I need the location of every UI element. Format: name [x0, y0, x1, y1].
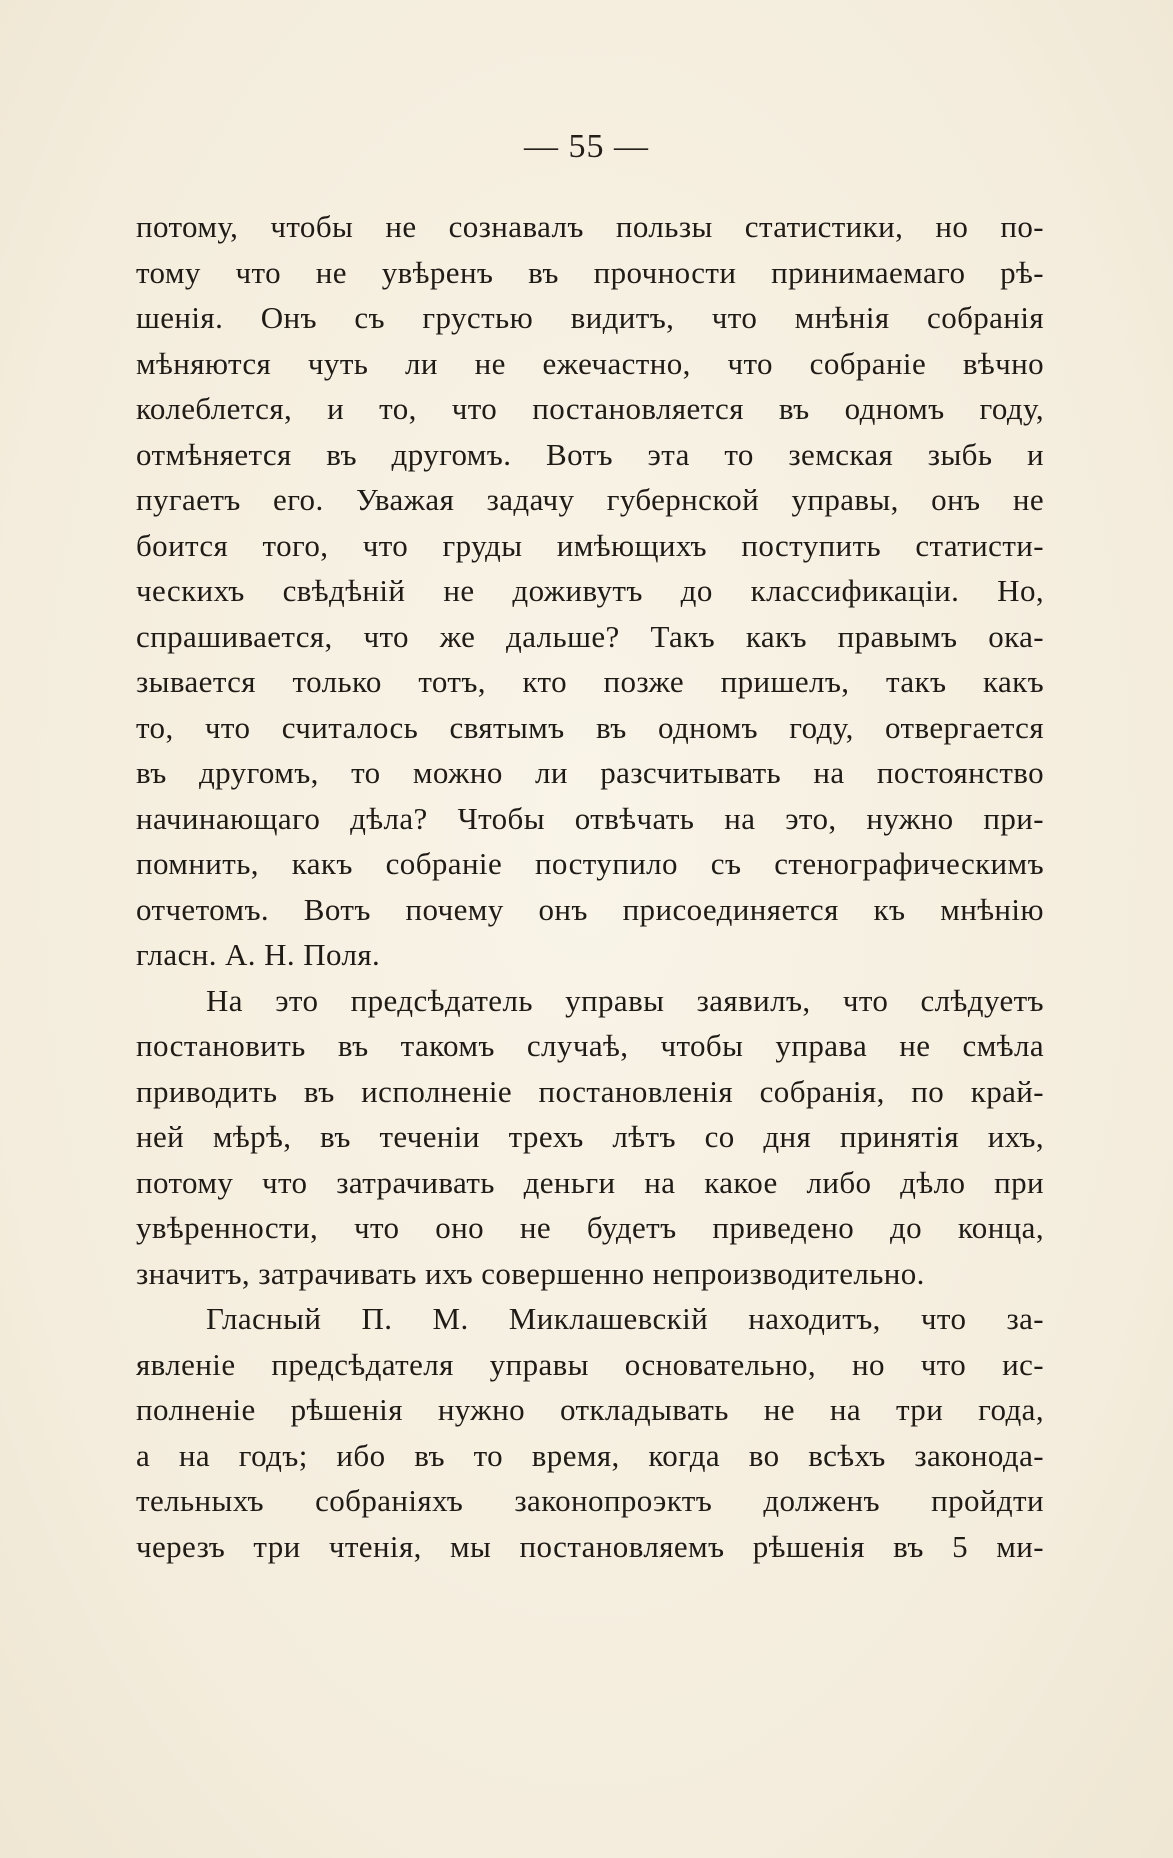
- text-line: мѣняются чуть ли не ежечастно, что собраніе вѣчно: [136, 345, 1044, 381]
- text-line: пугаетъ его. Уважая задачу губернской управы, онъ не: [136, 482, 1044, 517]
- body-text: [136, 204, 1044, 1569]
- text-line: отчетомъ. Вотъ почему онъ присоединяется къ мнѣнію: [136, 891, 1044, 927]
- text-line: боится того, что груды имѣющихъ поступить статисти-: [136, 527, 1044, 563]
- text-line: шенія. Онъ съ грустью видитъ, что мнѣнія собранія: [136, 300, 1044, 335]
- text-line: начинающаго дѣла? Чтобы отвѣчать на это, нужно при-: [136, 800, 1044, 836]
- text-line: помнить, какъ собраніе поступило съ стенографическимъ: [136, 846, 1044, 881]
- paragraph-start-line: Гласный П. М. Миклашевскій находитъ, что за-: [206, 1301, 1044, 1336]
- text-line: явленіе предсѣдателя управы основательно, но что ис-: [136, 1346, 1044, 1382]
- text-line: тому что не увѣренъ въ прочности принимаемаго рѣ-: [136, 254, 1044, 290]
- text-line: а на годъ; ибо въ то время, когда во всѣхъ законода-: [136, 1437, 1044, 1473]
- text-line: потому что затрачивать деньги на какое либо дѣло при: [136, 1164, 1044, 1200]
- text-line: постановить въ такомъ случаѣ, чтобы управа не смѣла: [136, 1028, 1044, 1063]
- text-line: отмѣняется въ другомъ. Вотъ эта то земская зыбь и: [136, 436, 1044, 472]
- text-line: спрашивается, что же дальше? Такъ какъ правымъ ока-: [136, 618, 1044, 654]
- text-line: колеблется, и то, что постановляется въ одномъ году,: [136, 391, 1044, 426]
- text-line: увѣренности, что оно не будетъ приведено до конца,: [136, 1210, 1044, 1245]
- text-line: приводить въ исполненіе постановленія собранія, по край-: [136, 1073, 1044, 1109]
- text-line: полненіе рѣшенія нужно откладывать не на три года,: [136, 1392, 1044, 1427]
- text-line: потому, чтобы не сознавалъ пользы статистики, но по-: [136, 209, 1044, 244]
- page-number: — 55 —: [524, 128, 649, 165]
- text-line: зывается только тотъ, кто позже пришелъ, такъ какъ: [136, 664, 1044, 699]
- text-line: въ другомъ, то можно ли разсчитывать на постоянство: [136, 755, 1044, 790]
- paragraph-start-line: На это предсѣдатель управы заявилъ, что слѣдуетъ: [206, 982, 1044, 1018]
- text-line: ней мѣрѣ, въ теченіи трехъ лѣтъ со дня принятія ихъ,: [136, 1119, 1044, 1154]
- text-line: то, что считалось святымъ въ одномъ году, отвергается: [136, 709, 1044, 745]
- paragraph-end-line: значитъ, затрачивать ихъ совершенно непроизводительно.: [136, 1255, 925, 1291]
- text-line: черезъ три чтенія, мы постановляемъ рѣшенія въ 5 ми-: [136, 1528, 1044, 1564]
- text-line: тельныхъ собраніяхъ законопроэктъ долженъ пройдти: [136, 1483, 1044, 1518]
- paragraph-end-line: гласн. А. Н. Поля.: [136, 937, 381, 972]
- text-line: ческихъ свѣдѣній не доживутъ до классификаціи. Но,: [136, 573, 1044, 608]
